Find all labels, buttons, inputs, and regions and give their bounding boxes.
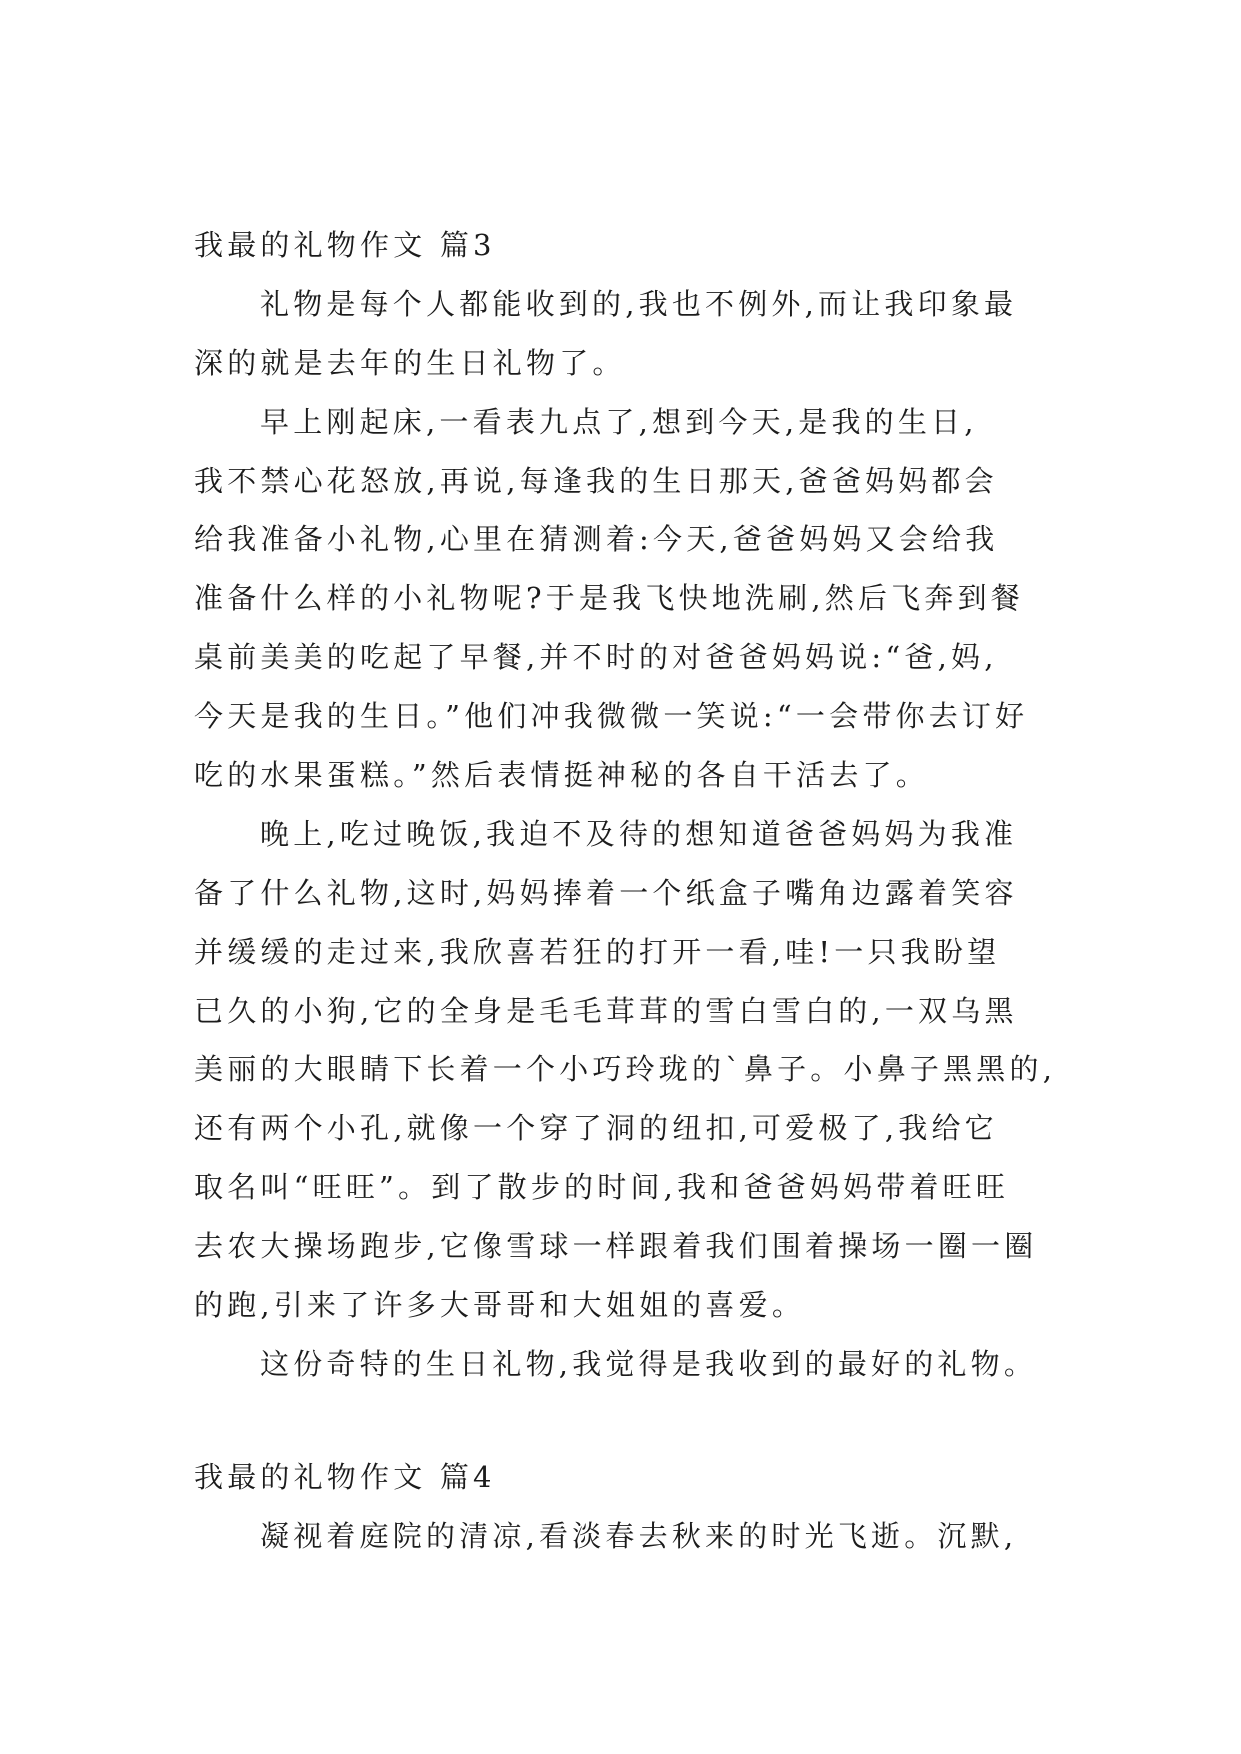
section-heading: 我最的礼物作文 篇3: [194, 228, 496, 262]
paragraph-line: 我不禁心花怒放,再说,每逢我的生日那天,爸爸妈妈都会: [194, 463, 998, 498]
paragraph-line: 并缓缓的走过来,我欣喜若狂的打开一看,哇!一只我盼望: [194, 934, 1001, 969]
paragraph-line: 已久的小狗,它的全身是毛毛茸茸的雪白雪白的,一双乌黑: [194, 993, 1018, 1028]
paragraph-line: 去农大操场跑步,它像雪球一样跟着我们围着操场一圈一圈: [194, 1229, 1038, 1264]
essay-section: [194, 216, 1204, 1394]
paragraph-line: 深的就是去年的生日礼物了。: [194, 345, 626, 380]
paragraph-line: 晚上,吃过晚饭,我迫不及待的想知道爸爸妈妈为我准: [260, 816, 1018, 851]
paragraph-line: 桌前美美的吃起了早餐,并不时的对爸爸妈妈说:“爸,妈,: [194, 640, 998, 675]
paragraph-line: 取名叫“旺旺”。到了散步的时间,我和爸爸妈妈带着旺旺: [194, 1170, 1010, 1205]
paragraph-line: 准备什么样的小礼物呢?于是我飞快地洗刷,然后飞奔到餐: [194, 581, 1024, 616]
paragraph-line: 还有两个小孔,就像一个穿了洞的纽扣,可爱极了,我给它: [194, 1111, 998, 1146]
paragraph: [194, 805, 1204, 1335]
paragraph-line: 吃的水果蛋糕。”然后表情挺神秘的各自干活去了。: [194, 758, 929, 793]
paragraph-line: 今天是我的生日。”他们冲我微微一笑说:“一会带你去订好: [194, 699, 1029, 734]
essay-section: [194, 1448, 1204, 1566]
section-heading: 我最的礼物作文 篇4: [194, 1459, 496, 1494]
paragraph: [194, 275, 1204, 393]
paragraph: [194, 1335, 1204, 1394]
paragraph-line: 备了什么礼物,这时,妈妈捧着一个纸盒子嘴角边露着笑容: [194, 875, 1018, 910]
document-body: [194, 216, 1204, 1566]
paragraph-line: 凝视着庭院的清凉,看淡春去秋来的时光飞逝。沉默,: [260, 1518, 1018, 1553]
paragraph-line: 美丽的大眼睛下长着一个小巧玲珑的`鼻子。小鼻子黑黑的,: [194, 1052, 1057, 1087]
paragraph-line: 给我准备小礼物,心里在猜测着:今天,爸爸妈妈又会给我: [194, 522, 999, 557]
paragraph-line: 这份奇特的生日礼物,我觉得是我收到的最好的礼物。: [260, 1346, 1038, 1381]
paragraph: [194, 393, 1204, 805]
paragraph: [194, 1507, 1204, 1566]
paragraph-line: 早上刚起床,一看表九点了,想到今天,是我的生日,: [260, 404, 978, 439]
paragraph-line: 的跑,引来了许多大哥哥和大姐姐的喜爱。: [194, 1288, 806, 1323]
paragraph-line: 礼物是每个人都能收到的,我也不例外,而让我印象最: [260, 286, 1018, 321]
